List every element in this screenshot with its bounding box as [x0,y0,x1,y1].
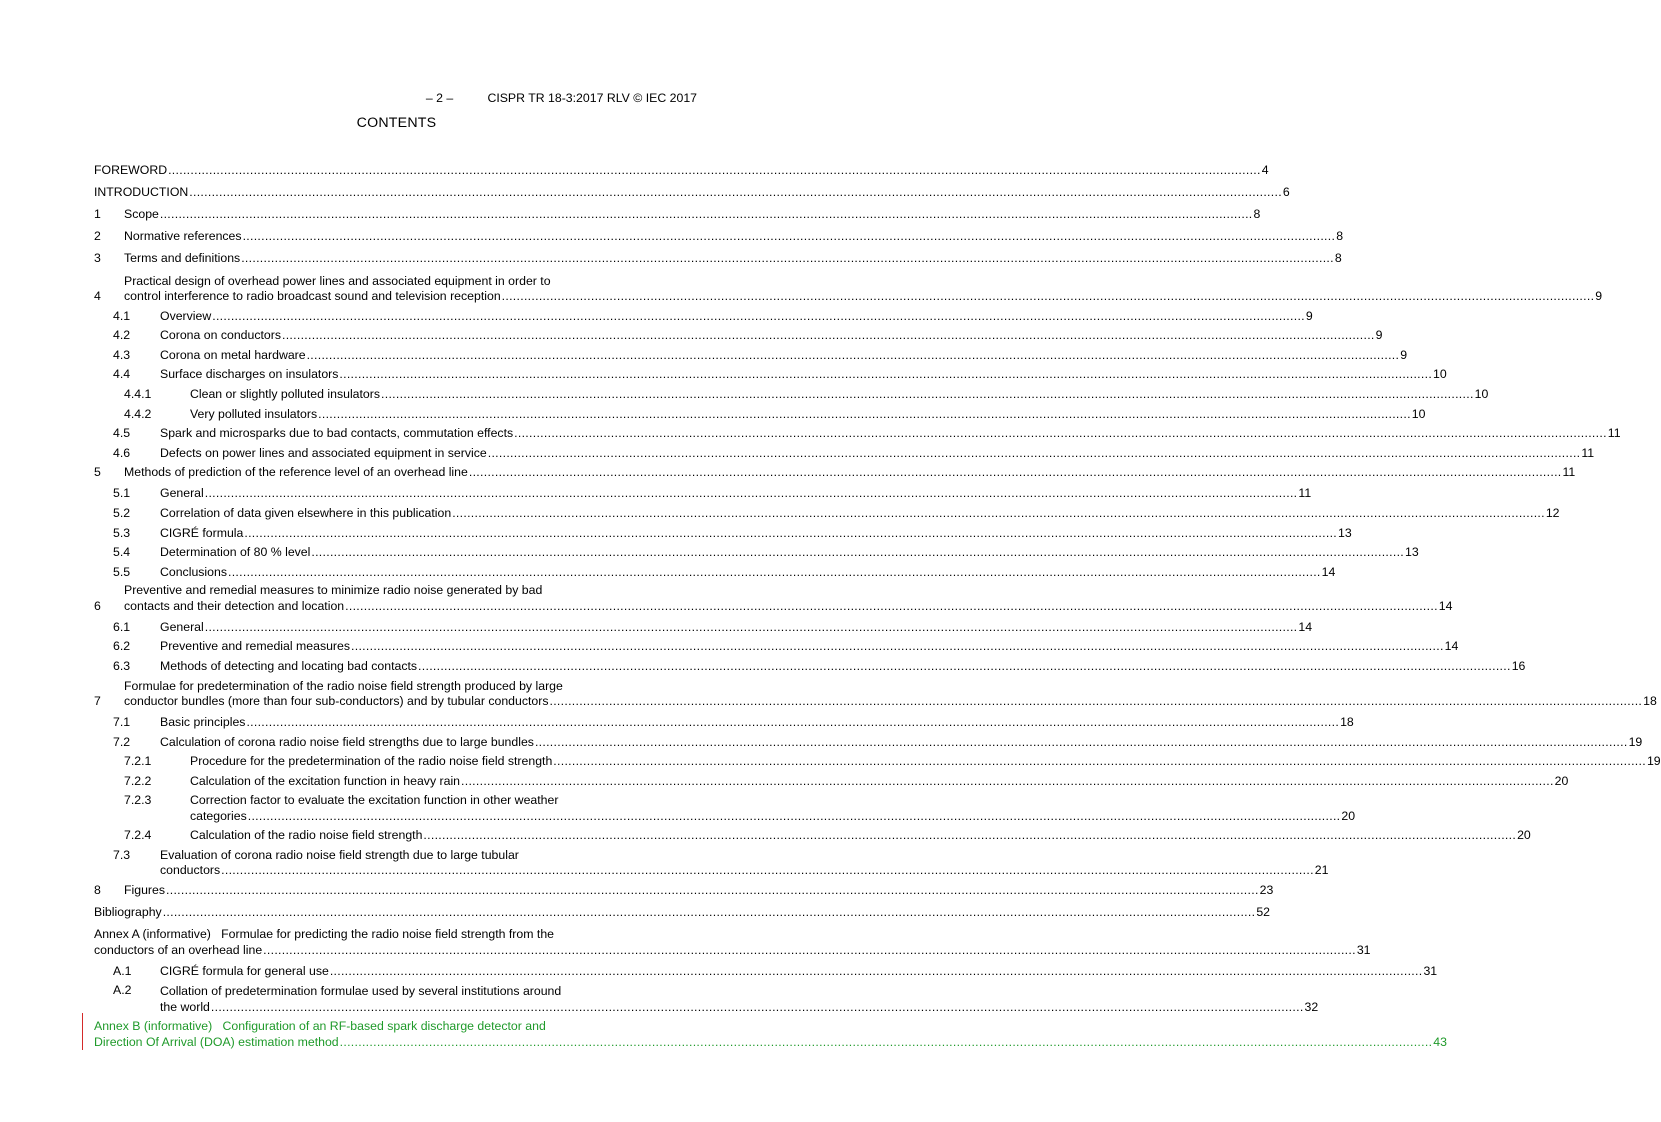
leader-dots [452,506,1545,522]
toc-entry-number: 7.2.2 [124,773,152,788]
toc-entry-normative-references[interactable] [94,223,1344,245]
toc-entry-page: 13 [1338,525,1352,540]
toc-entry-title: Calculation of the radio noise field strength [190,828,423,843]
toc-entry-title: Normative references [124,229,242,244]
toc-entry-title: Corona on conductors [160,328,281,343]
toc-entry-page: 10 [1411,406,1426,421]
toc-entry-4-4-1[interactable] [94,383,1489,403]
toc-entry-title: Terms and definitions [124,251,241,266]
toc-entry-page: 31 [1423,963,1438,978]
toc-entry-page: 20 [1341,808,1356,823]
leader-dots [160,207,1253,223]
toc-entry-7-2-3[interactable] [94,789,1356,824]
leader-dots [340,1035,1433,1051]
toc-entry-number: 5.3 [113,525,131,540]
toc-entry-page: 11 [1562,465,1576,480]
toc-entry-page: 20 [1517,828,1531,843]
toc-entry-title-line1: Evaluation of corona radio noise field strength due to large tubular [160,847,519,862]
toc-entry-number: 4.1 [113,308,131,323]
leader-dots [330,964,1423,980]
toc-entry-page: 18 [1643,694,1657,708]
leader-dots [549,694,1642,710]
toc-entry-section-6[interactable] [94,580,1453,614]
toc-entry-number: A.1 [113,963,132,978]
toc-entry-page: 11 [1607,426,1621,441]
toc-entry-page: 21 [1314,863,1329,878]
leader-dots [381,387,1474,403]
toc-entry-page: 43 [1433,1034,1447,1049]
toc-entry-page: 23 [1259,882,1274,897]
toc-entry-4-2[interactable] [94,324,1383,344]
toc-entry-5-5[interactable] [94,561,1336,581]
toc-entry-a-1[interactable] [94,958,1438,979]
toc-entry-title: Basic principles [160,715,246,729]
toc-entry-title: Scope [124,207,159,222]
toc-entry-title: CIGRÉ formula [160,525,244,540]
toc-entry-page: 9 [1305,308,1313,323]
toc-entry-number: 6.2 [113,639,131,654]
toc-entry-5-1[interactable] [94,481,1312,502]
toc-entry-6-1[interactable] [94,614,1313,635]
toc-entry-title: Calculation of the excitation function in heavy rain [190,773,461,788]
toc-entry-title: INTRODUCTION [94,185,189,200]
toc-entry-page: 9 [1375,328,1383,343]
header-document-reference: CISPR TR 18-3:2017 RLV © IEC 2017 [487,91,697,105]
leader-dots [311,545,1404,561]
toc-entry-5-3[interactable] [94,522,1352,542]
toc-entry-number: 7.3 [113,847,131,862]
toc-entry-title: Preventive and remedial measures [160,639,351,654]
toc-entry-title: General [160,486,204,501]
toc-entry-7-1[interactable] [94,710,1354,731]
toc-entry-number: 6.3 [113,659,131,673]
toc-entry-number: 5.4 [113,545,131,560]
toc-entry-page: 10 [1474,387,1489,402]
leader-dots [228,565,1321,581]
toc-entry-title-line1: Annex B (informative) Configuration of an RF-based spark discharge detector and [94,1019,546,1034]
toc-entry-number: A.2 [113,983,132,998]
toc-entry-4-6[interactable] [94,442,1595,462]
toc-entry-terms-and-definitions[interactable] [94,245,1342,267]
leader-dots [189,185,1282,201]
toc-entry-title: Defects on power lines and associated equipment in service [160,445,487,460]
toc-entry-page: 13 [1405,545,1419,560]
toc-entry-page: 6 [1282,185,1290,200]
toc-entry-page: 14 [1438,598,1453,613]
toc-entry-page: 4 [1261,163,1269,178]
toc-entry-number: 4.4 [113,367,131,382]
toc-entry-title: Calculation of corona radio noise field strengths due to large bundles [160,734,534,749]
toc-entry-number: 5.1 [113,486,131,501]
toc-entry-7-2-1[interactable] [94,750,1661,770]
toc-entry-7-2[interactable] [94,731,1643,751]
toc-entry-title: conductors [160,863,221,878]
revision-change-bar [82,1013,83,1050]
toc-entry-7-2-2[interactable] [94,770,1569,790]
leader-dots [163,905,1256,921]
toc-entry-title-line1: Formulae for predetermination of the radio noise field strength produced by large [124,678,563,693]
toc-entry-title: Figures [124,882,166,897]
leader-dots [488,446,1581,462]
toc-entry-introduction[interactable] [94,179,1290,201]
leader-dots [244,526,1337,542]
leader-dots [345,599,1438,615]
leader-dots [461,774,1554,790]
leader-dots [263,943,1356,959]
toc-entry-4-4[interactable] [94,363,1447,383]
toc-entry-title: contacts and their detection and location [124,598,345,613]
leader-dots [246,715,1339,731]
toc-entry-foreword[interactable] [94,159,1269,179]
leader-dots [514,426,1607,442]
leader-dots [212,309,1305,325]
toc-entry-title: categories [190,808,247,823]
toc-entry-title: Spark and microsparks due to bad contacts, commutation effects [160,426,514,441]
leader-dots [241,251,1334,267]
toc-entry-title: Determination of 80 % level [160,545,311,560]
page-title: CONTENTS [356,115,437,131]
toc-entry-4-1[interactable] [94,305,1313,325]
toc-entry-number: 5.2 [113,506,131,521]
page-header [419,77,697,105]
toc-entry-page: 10 [1433,367,1447,382]
leader-dots [339,367,1432,383]
toc-entry-page: 18 [1340,715,1354,729]
toc-entry-title: Surface discharges on insulators [160,367,339,382]
toc-entry-6-2[interactable] [94,635,1459,655]
toc-entry-page: 8 [1336,229,1344,244]
toc-entry-title-line1: Correction factor to evaluate the excitation function in other weather [190,793,559,808]
toc-entry-page: 19 [1628,734,1643,749]
toc-entry-title: Direction Of Arrival (DOA) estimation method [94,1034,339,1049]
toc-entry-number: 4.2 [113,328,131,343]
toc-entry-title: the world [160,999,210,1014]
leader-dots [282,328,1375,344]
toc-entry-page: 11 [1581,445,1595,460]
toc-entry-number: 7.2.3 [124,793,152,808]
toc-entry-number: 7 [94,694,101,708]
leader-dots [211,1000,1304,1016]
toc-entry-number: 7.2 [113,734,131,749]
leader-dots [205,486,1298,502]
toc-entry-number: 4.4.2 [124,406,152,421]
toc-entry-title: Clean or slightly polluted insulators [190,387,381,402]
leader-dots [535,735,1628,751]
toc-entry-title: FOREWORD [94,163,168,178]
leader-dots [205,620,1298,636]
leader-dots [423,828,1516,844]
toc-entry-title: Very polluted insulators [190,406,318,421]
toc-entry-page: 32 [1304,999,1319,1014]
leader-dots [553,754,1646,770]
toc-entry-4-5[interactable] [94,422,1621,442]
toc-entry-6-3[interactable] [94,655,1526,675]
toc-entry-title: General [160,619,204,634]
toc-entry-title: Methods of detecting and locating bad contacts [160,659,418,673]
leader-dots [221,863,1314,879]
toc-entry-title: Methods of prediction of the reference level of an overhead line [124,465,468,480]
leader-dots [351,639,1444,655]
toc-entry-annex-a[interactable] [94,920,1371,958]
leader-dots [469,465,1562,481]
leader-dots [502,289,1595,305]
toc-entry-title: conductors of an overhead line [94,942,263,957]
toc-entry-number: 4.3 [113,347,131,362]
toc-entry-5-2[interactable] [94,502,1560,522]
toc-entry-number: 7.1 [113,715,131,729]
leader-dots [248,809,1341,825]
toc-entry-page: 19 [1646,754,1661,769]
toc-entry-title: Overview [160,308,212,323]
toc-entry-page: 20 [1554,773,1569,788]
leader-dots [243,229,1336,245]
toc-entry-title: conductor bundles (more than four sub-conductors) and by tubular conductors [124,694,549,708]
toc-entry-page: 12 [1545,506,1560,521]
toc-entry-number: 4 [94,289,101,304]
toc-entry-page: 14 [1298,619,1313,634]
toc-entry-title: Correlation of data given elsewhere in this publication [160,506,452,521]
leader-dots [418,659,1511,675]
toc-entry-number: 4.5 [113,426,131,441]
toc-entry-page: 16 [1511,659,1526,673]
toc-entry-title-line1: Annex A (informative) Formulae for predicting the radio noise field strength from the [94,927,554,942]
toc-entry-scope[interactable] [94,201,1261,223]
leader-dots [166,883,1259,899]
toc-entry-page: 11 [1298,486,1312,501]
toc-entry-section-5[interactable] [94,461,1576,481]
toc-entry-number: 6 [94,598,101,613]
toc-entry-number: 6.1 [113,619,131,634]
toc-entry-title-line1: Collation of predetermination formulae used by several institutions around [160,984,562,999]
leader-dots [307,348,1400,364]
toc-entry-page: 9 [1595,289,1603,304]
toc-entry-title-line1: Preventive and remedial measures to minimize radio noise generated by bad [124,583,543,598]
toc-entry-4-4-2[interactable] [94,403,1426,423]
toc-entry-7-3[interactable] [94,844,1329,879]
toc-entry-title: Corona on metal hardware [160,347,306,362]
toc-entry-number: 1 [94,207,101,222]
toc-entry-a-2[interactable] [94,979,1319,1015]
toc-entry-title-line1: Practical design of overhead power lines and associated equipment in order to [124,273,551,288]
toc-entry-title: Procedure for the predetermination of the radio noise field strength [190,754,553,769]
toc-entry-number: 5 [94,465,101,480]
toc-entry-title: Conclusions [160,564,227,579]
toc-entry-number: 8 [94,882,101,897]
toc-entry-4-3[interactable] [94,344,1408,364]
toc-entry-5-4[interactable] [94,541,1419,561]
toc-entry-number: 2 [94,229,101,244]
table-of-contents [94,159,1661,1050]
toc-entry-page: 31 [1356,942,1371,957]
toc-entry-annex-b[interactable] [94,1015,1447,1050]
toc-entry-figures[interactable] [94,879,1274,899]
toc-entry-number: 7.2.4 [124,828,152,843]
header-page-number: – 2 – [425,91,454,105]
toc-entry-page: 14 [1321,564,1336,579]
toc-entry-title: control interference to radio broadcast sound and television reception [124,289,501,304]
toc-entry-page: 9 [1400,347,1408,362]
toc-entry-bibliography[interactable] [94,898,1271,920]
toc-entry-title: Bibliography [94,904,162,919]
toc-entry-page: 8 [1334,251,1342,266]
toc-entry-page: 8 [1253,207,1261,222]
toc-entry-section-7[interactable] [94,675,1657,710]
leader-dots [168,163,1261,179]
toc-entry-title: CIGRÉ formula for general use [160,963,329,978]
toc-entry-page: 52 [1256,904,1271,919]
toc-entry-section-4[interactable] [94,267,1603,305]
toc-entry-number: 5.5 [113,564,131,579]
toc-entry-number: 3 [94,251,101,266]
toc-entry-7-2-4[interactable] [94,824,1531,844]
toc-entry-number: 7.2.1 [124,754,152,769]
toc-entry-number: 4.4.1 [124,387,152,402]
leader-dots [318,407,1411,423]
toc-entry-number: 4.6 [113,445,131,460]
toc-entry-page: 14 [1444,639,1459,654]
